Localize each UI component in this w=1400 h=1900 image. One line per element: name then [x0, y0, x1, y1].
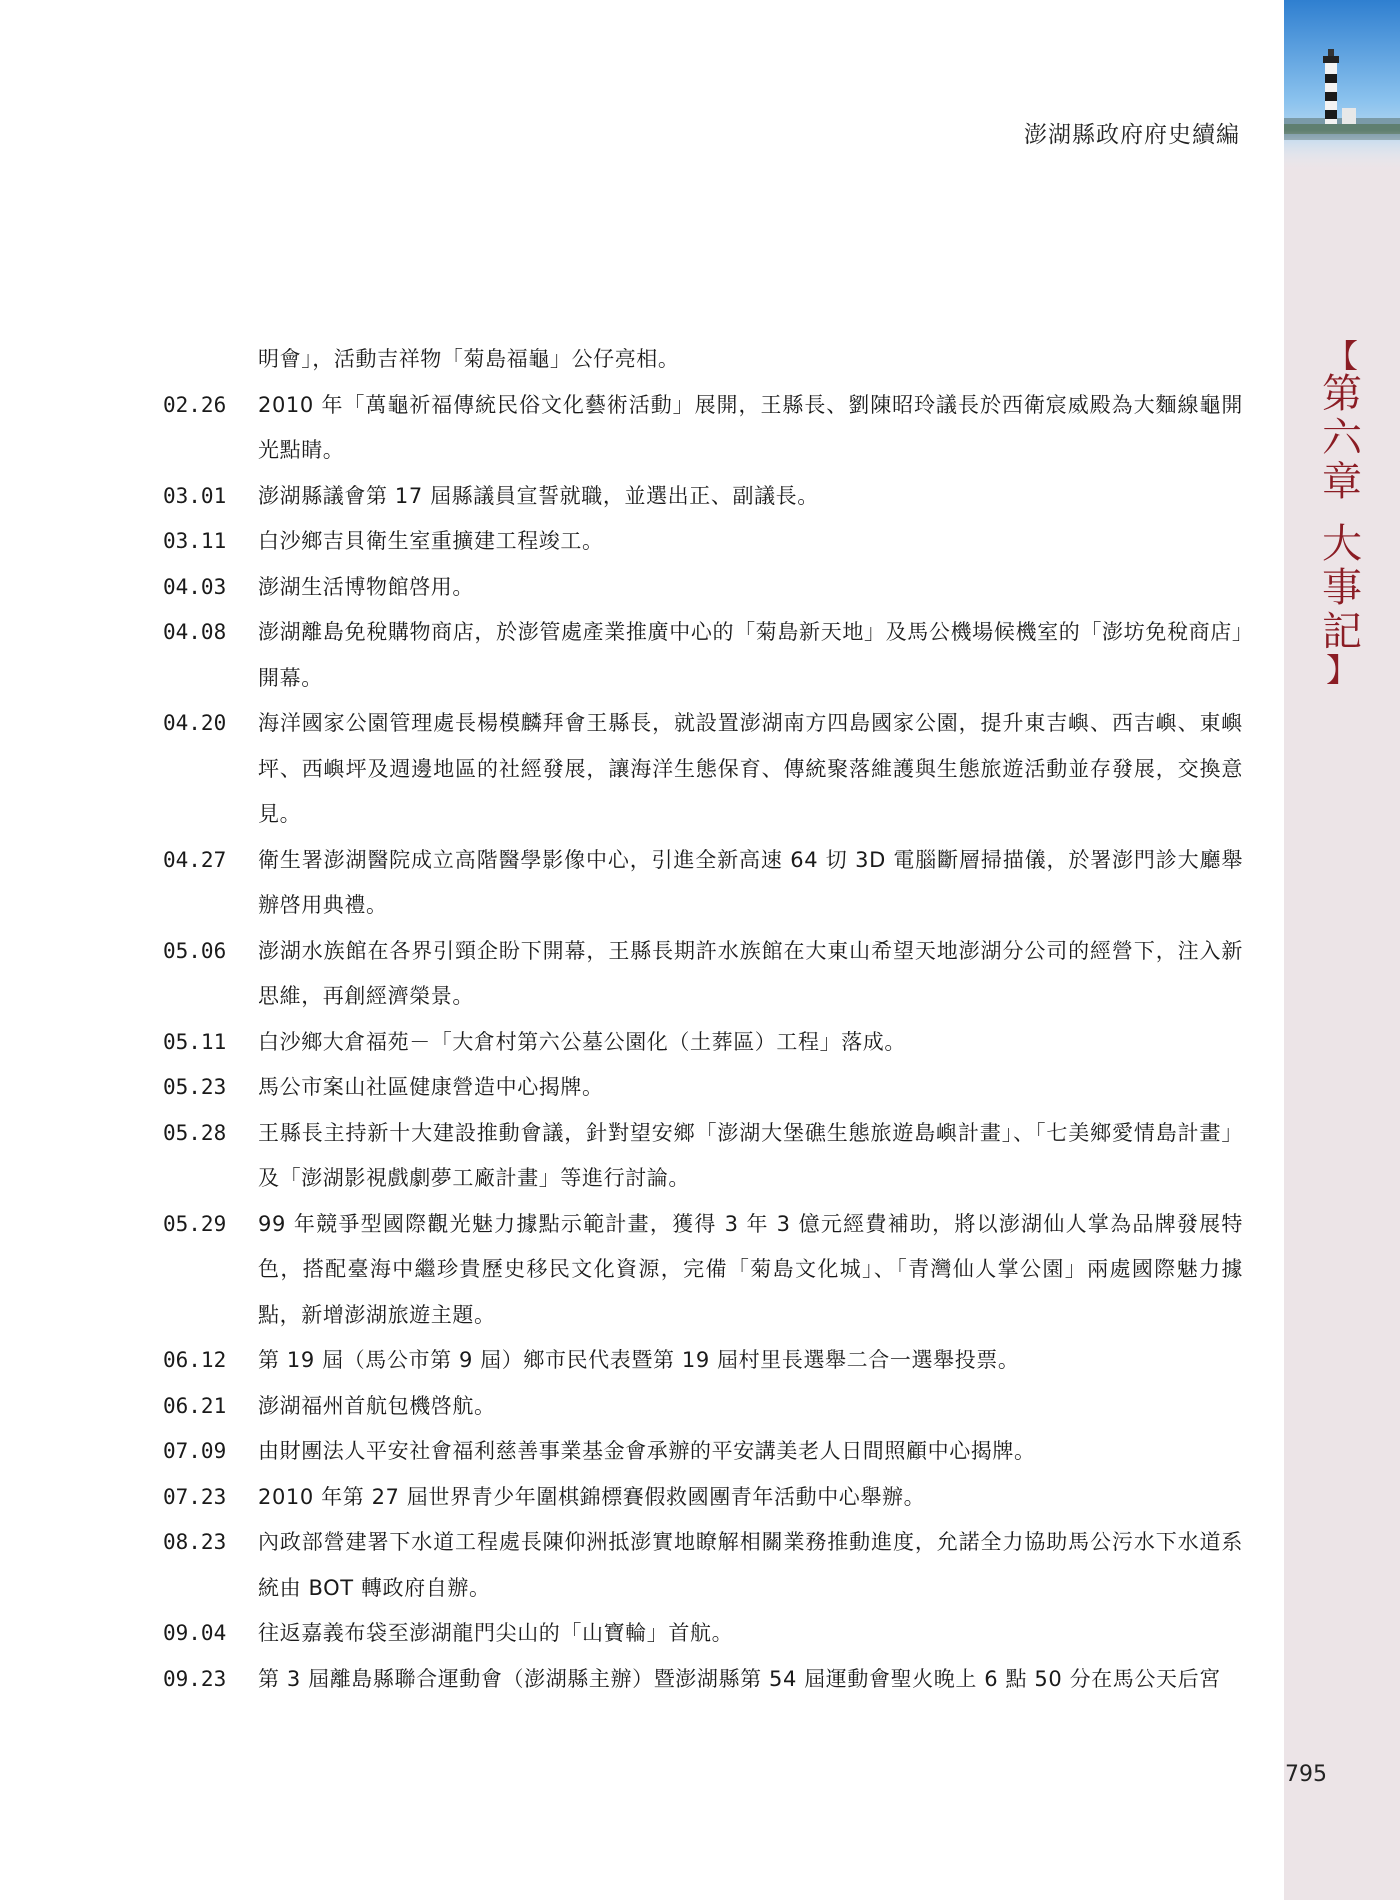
- chronology-entry: [163, 610, 1243, 701]
- entry-date: 09.04: [163, 1621, 227, 1645]
- chapter-tab-char: 事: [1322, 565, 1362, 611]
- chapter-tab-close-bracket: 】: [1325, 651, 1358, 689]
- chronology-entry: [163, 929, 1243, 1020]
- entry-date: 05.23: [163, 1075, 227, 1099]
- chronology-entry: [163, 1202, 1243, 1339]
- entry-text: 海洋國家公園管理處長楊模麟拜會王縣長，就設置澎湖南方四島國家公園，提升東吉嶼、西吉嶼、東嶼坪、西嶼坪及週邊地區的社經發展，讓海洋生態保育、傳統聚落維護與生態旅遊活動並存發展，交換意見。: [258, 711, 1243, 826]
- entry-date: 08.23: [163, 1530, 227, 1554]
- entry-text: 99 年競爭型國際觀光魅力據點示範計畫，獲得 3 年 3 億元經費補助，將以澎湖仙人掌為品牌發展特色，搭配臺海中繼珍貴歷史移民文化資源，完備「菊島文化城」、「青灣仙人掌公園」兩處國際魅力據點，新增澎湖旅遊主題。: [258, 1211, 1243, 1327]
- entry-text: 第 3 屆離島縣聯合運動會（澎湖縣主辦）暨澎湖縣第 54 屆運動會聖火晚上 6 點 50 分在馬公天后宮: [258, 1666, 1221, 1691]
- entry-text: 2010 年「萬龜祈福傳統民俗文化藝術活動」展開，王縣長、劉陳昭玲議長於西衛宸威殿為大麵線龜開光點睛。: [258, 392, 1243, 462]
- chronology-list: [163, 337, 1243, 1702]
- chronology-entry: [163, 1520, 1243, 1611]
- entry-date: 04.03: [163, 574, 227, 599]
- entry-date: 05.11: [163, 1029, 227, 1054]
- entry-text: 內政部營建署下水道工程處長陳仰洲抵澎實地瞭解相關業務推動進度，允諾全力協助馬公污水下水道系統由 BOT 轉政府自辦。: [258, 1530, 1243, 1600]
- entry-date: 03.11: [163, 529, 227, 553]
- entry-text: 白沙鄉吉貝衛生室重擴建工程竣工。: [258, 529, 604, 553]
- chronology-entry: [163, 1065, 1243, 1111]
- running-header-title: 澎湖縣政府府史續編: [1024, 122, 1240, 148]
- entry-date: 07.23: [163, 1484, 227, 1509]
- entry-date: 02.26: [163, 392, 227, 417]
- entry-text: 白沙鄉大倉福苑－「大倉村第六公墓公園化（土葬區）工程」落成。: [258, 1029, 906, 1054]
- entry-text: 衛生署澎湖醫院成立高階醫學影像中心，引進全新高速 64 切 3D 電腦斷層掃描儀，於署澎門診大廳舉辦啓用典禮。: [258, 847, 1243, 917]
- chronology-entry: [163, 1611, 1243, 1657]
- chapter-tab-char: 第: [1322, 371, 1362, 417]
- entry-text: 由財團法人平安社會福利慈善事業基金會承辦的平安講美老人日間照顧中心揭牌。: [258, 1439, 1036, 1463]
- entry-date: 06.21: [163, 1393, 227, 1418]
- entry-date: 05.28: [163, 1120, 227, 1145]
- entry-date: 07.09: [163, 1439, 227, 1463]
- chapter-tab: [1310, 337, 1374, 689]
- entry-date: 05.29: [163, 1211, 227, 1236]
- chronology-entry: [163, 1111, 1243, 1202]
- chronology-entry: [163, 1475, 1243, 1521]
- lighthouse-photo: [1284, 0, 1400, 170]
- chronology-entry: [163, 565, 1243, 611]
- chapter-tab-char: 六: [1322, 415, 1362, 461]
- chronology-entry: [163, 383, 1243, 474]
- chronology-entry: [163, 1384, 1243, 1430]
- entry-text: 明會」，活動吉祥物「菊島福龜」公仔亮相。: [258, 347, 680, 371]
- side-margin-band: [1284, 0, 1400, 1900]
- entry-text: 澎湖生活博物館啓用。: [258, 574, 474, 599]
- entry-text: 澎湖縣議會第 17 屆縣議員宣誓就職，並選出正、副議長。: [258, 483, 819, 508]
- chronology-entry: [163, 1020, 1243, 1066]
- entry-text: 馬公市案山社區健康營造中心揭牌。: [258, 1075, 604, 1099]
- chronology-entry: [163, 1338, 1243, 1384]
- entry-date: 09.23: [163, 1666, 227, 1691]
- entry-date: 06.12: [163, 1348, 227, 1372]
- entry-date: 04.27: [163, 847, 227, 872]
- chapter-tab-open-bracket: 【: [1325, 337, 1358, 375]
- chapter-tab-char: 記: [1322, 609, 1362, 655]
- chronology-entry: [163, 838, 1243, 929]
- entry-text: 澎湖福州首航包機啓航。: [258, 1393, 496, 1418]
- entry-date: 04.08: [163, 620, 227, 644]
- chronology-entry: [163, 701, 1243, 838]
- entry-text: 澎湖水族館在各界引頸企盼下開幕，王縣長期許水族館在大東山希望天地澎湖分公司的經營下，注入新思維，再創經濟榮景。: [258, 938, 1243, 1008]
- chapter-tab-char: 章: [1322, 459, 1362, 505]
- chronology-entry: [163, 1657, 1243, 1703]
- chronology-entry: [163, 519, 1243, 565]
- page-number: 795: [1285, 1762, 1327, 1787]
- chronology-entry: [163, 1429, 1243, 1475]
- entry-text: 王縣長主持新十大建設推動會議，針對望安鄉「澎湖大堡礁生態旅遊島嶼計畫」、「七美鄉愛情島計畫」及「澎湖影視戲劇夢工廠計畫」等進行討論。: [258, 1120, 1243, 1190]
- entry-text: 第 19 屆（馬公市第 9 屆）鄉市民代表暨第 19 屆村里長選舉二合一選舉投票。: [258, 1348, 1020, 1372]
- entry-text: 澎湖離島免稅購物商店，於澎管處產業推廣中心的「菊島新天地」及馬公機場候機室的「澎坊免稅商店」開幕。: [258, 620, 1243, 690]
- chapter-tab-char: 大: [1322, 521, 1362, 567]
- entry-date: 04.20: [163, 711, 227, 735]
- chronology-entry: [163, 474, 1243, 520]
- entry-text: 往返嘉義布袋至澎湖龍門尖山的「山寶輪」首航。: [258, 1621, 734, 1645]
- entry-date: 05.06: [163, 938, 227, 963]
- entry-date: 03.01: [163, 483, 227, 508]
- chronology-entry: [163, 337, 1243, 383]
- entry-text: 2010 年第 27 屆世界青少年圍棋錦標賽假救國團青年活動中心舉辦。: [258, 1484, 926, 1509]
